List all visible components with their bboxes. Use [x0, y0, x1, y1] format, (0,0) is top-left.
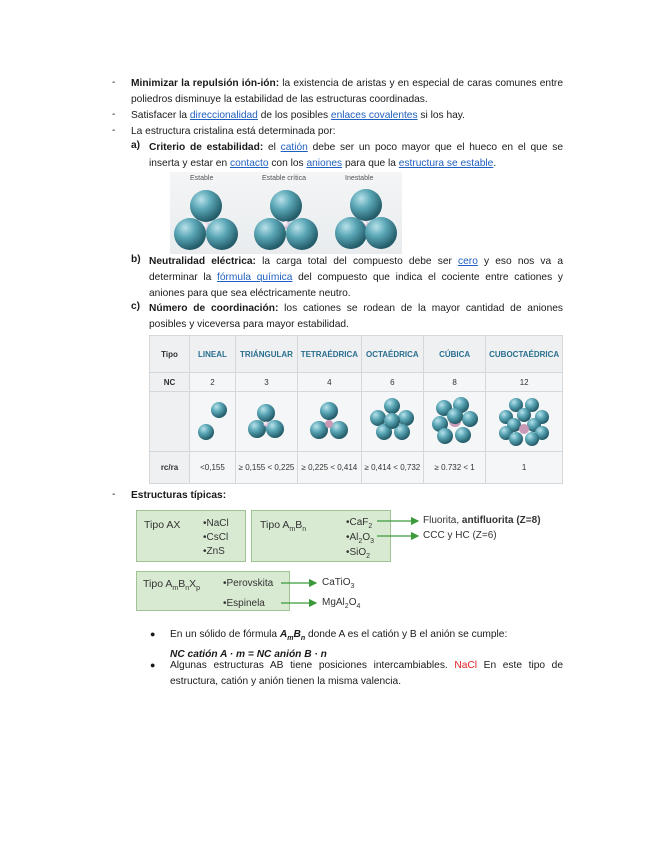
neutralidad-heading: Neutralidad eléctrica: [149, 256, 256, 267]
text-fragment: Satisfacer la [131, 110, 190, 121]
antifluorita-text: antifluorita (Z=8) [461, 515, 541, 526]
dash-marker: - [112, 489, 116, 500]
link-cero[interactable]: cero [458, 256, 478, 267]
text-fragment: del compuesto que indica el cociente entre cationes y aniones para que sea eléctricamente neutro. [149, 272, 563, 299]
note-ab-structures [170, 658, 563, 690]
text-fragment: para que la [342, 158, 399, 169]
text-fragment: En un sólido de fórmula [170, 629, 280, 640]
item-caf2: •CaF$_2$ [346, 517, 373, 530]
link-formula-quimica[interactable]: fórmula química [217, 272, 293, 283]
nc-equation: NC catión A · m = NC anión B · n [170, 649, 327, 661]
ratio-cell: ≥ 0,414 < 0,732 [361, 452, 423, 484]
nc-cell: 4 [298, 373, 362, 392]
text-fragment: con los [268, 158, 307, 169]
fluorita-text: Fluorita, [423, 515, 462, 526]
ratio-cell: ≥ 0,155 < 0,225 [235, 452, 297, 484]
type-lineal: LINEAL [190, 336, 236, 373]
dash-marker: - [112, 77, 116, 88]
item-zns: •ZnS [203, 546, 225, 557]
type-cubica: CÚBICA [424, 336, 486, 373]
item-cscl: •CsCl [203, 532, 229, 543]
bullet-dot: ● [150, 660, 156, 670]
text-fragment: . [493, 158, 497, 169]
text-fragment: En este tipo de estructura, catión y anión tienen la misma valencia. [170, 660, 563, 687]
ratio-cell: 1 [486, 452, 563, 484]
output-ccc-hc: CCC y HC (Z=6) [423, 530, 497, 541]
item-espinela: •Espinela [223, 598, 265, 609]
item-nacl: •NaCl [203, 518, 229, 529]
item-sio2: •SiO$_2$ [346, 547, 371, 560]
row-header-nc: NC [150, 373, 190, 392]
output-fluorita [423, 515, 541, 526]
nc-cell: 3 [235, 373, 297, 392]
repulsion-heading: Minimizar la repulsión ión-ión: [131, 78, 280, 89]
row-header-ratio: rc/ra [150, 452, 190, 484]
text-fragment: el [263, 142, 281, 153]
link-direccionalidad[interactable]: direccionalidad [189, 110, 258, 121]
repulsion-text: la existencia de aristas y en especial de caras comunes entre poliedros disminuye la estabilidad de las estructuras coordinadas. [131, 78, 563, 105]
box-title: Tipo $A_mB_n$ [260, 519, 307, 534]
link-estructura-estable[interactable]: estructura se estable [398, 158, 494, 169]
ratio-cell: ≥ 0,225 < 0,414 [298, 452, 362, 484]
box-title: Tipo AX [144, 519, 181, 531]
text-fragment: y eso nos va a determinar la [149, 256, 563, 283]
text-fragment: si los hay. [417, 110, 465, 121]
text-fragment: la carga total del compuesto debe ser [255, 256, 459, 267]
link-cation[interactable]: catión [280, 142, 308, 153]
list-label-b: b) [131, 254, 141, 265]
coordinacion-heading: Número de coordinación: [149, 303, 279, 314]
list-label-c: c) [131, 301, 141, 312]
output-mgal2o4: $MgAl_2O_4$ [322, 597, 361, 610]
type-tetraedrica: TETRAÉDRICA [298, 336, 362, 373]
ratio-cell: <0,155 [190, 452, 236, 484]
list-label-a: a) [131, 140, 141, 151]
criterio-heading: Criterio de estabilidad: [149, 142, 264, 153]
type-triangular: TRIÁNGULAR [235, 336, 297, 373]
text-fragment: Algunas estructuras AB tiene posiciones intercambiables. [170, 660, 455, 671]
estructura-intro: La estructura cristalina está determinada por: [131, 126, 336, 137]
dash-marker: - [112, 109, 116, 120]
nc-cell: 6 [361, 373, 423, 392]
link-enlaces-covalentes[interactable]: enlaces covalentes [330, 110, 418, 121]
row-header-tipo: Tipo [150, 336, 190, 373]
link-contacto[interactable]: contacto [229, 158, 269, 169]
dash-marker: - [112, 125, 116, 136]
nacl-red-text: NaCl [454, 660, 478, 671]
label-estable-critica: Estable crítica [262, 175, 306, 182]
formula-ambn: $A_mB_n$ [279, 629, 306, 643]
nc-cell: 12 [486, 373, 563, 392]
text-fragment: de los posibles [257, 110, 331, 121]
item-perovskita: •Perovskita [223, 578, 274, 589]
output-catio3: CaTiO$_3$ [322, 577, 355, 590]
type-octaedrica: OCTAÉDRICA [361, 336, 423, 373]
label-inestable: Inestable [345, 175, 374, 182]
nc-cell: 8 [424, 373, 486, 392]
bullet-dot: ● [150, 629, 156, 639]
link-aniones[interactable]: aniones [306, 158, 343, 169]
ratio-cell: ≥ 0.732 < 1 [424, 452, 486, 484]
text-fragment: debe ser un poco mayor que el hueco en el que se inserta y estar en [149, 142, 563, 169]
text-fragment: donde A es el catión y B el anión se cumple: [305, 629, 508, 640]
label-estable: Estable [190, 175, 214, 182]
nc-cell: 2 [190, 373, 236, 392]
text-fragment: los cationes se rodean de la mayor cantidad de aniones posibles y viceversa para mayor estabilidad. [149, 303, 563, 330]
item-al2o3: $•Al_2O_3$ [346, 532, 374, 545]
type-cuboctaedrica: CUBOCTAÉDRICA [486, 336, 563, 373]
heading-text: Estructuras típicas: [131, 490, 227, 501]
box-title: Tipo $A_mB_nX_p$ [143, 578, 201, 593]
